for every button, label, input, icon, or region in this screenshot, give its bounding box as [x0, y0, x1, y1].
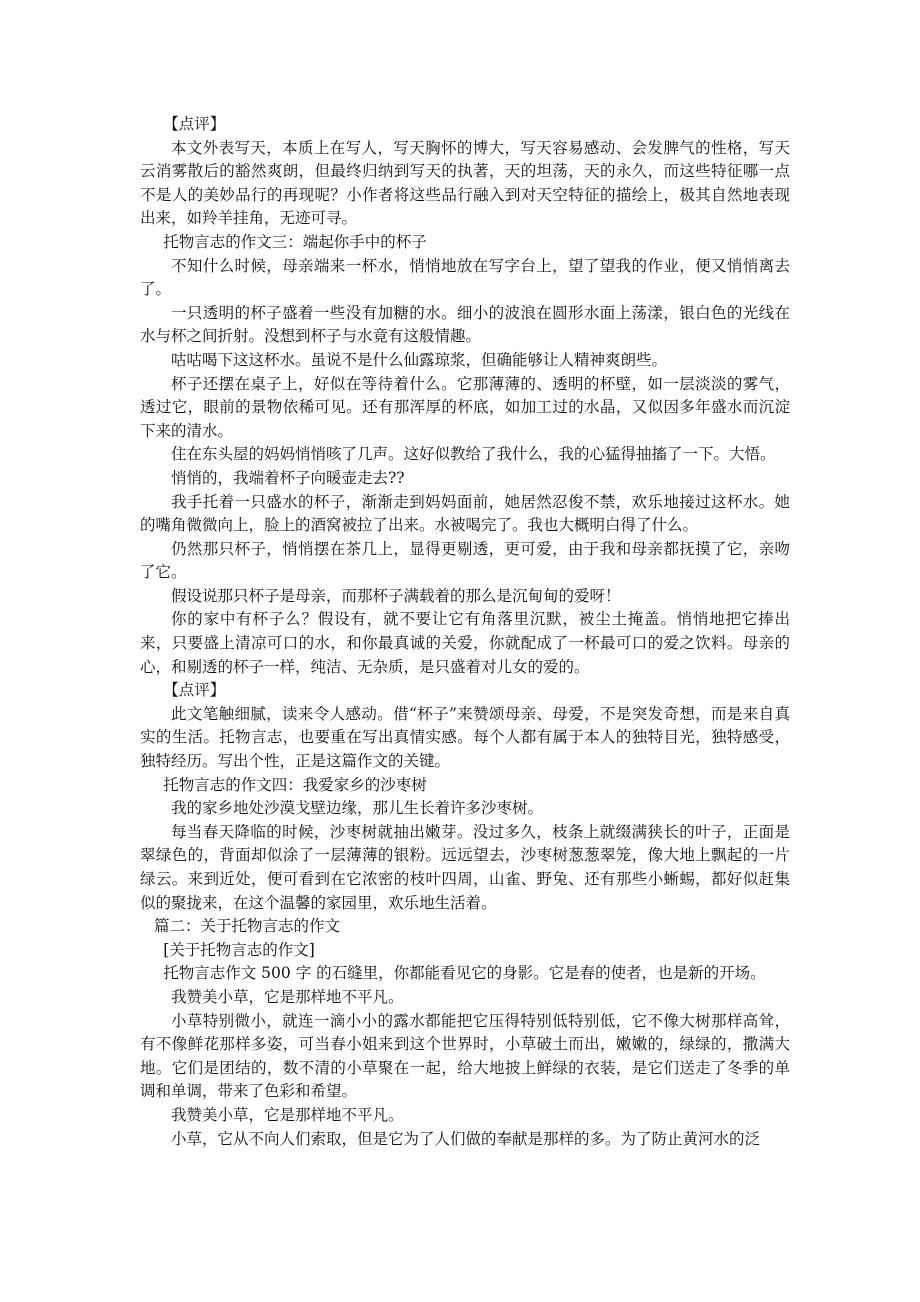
- paragraph: 假设说那只杯子是母亲，而那杯子满载着的那么是沉甸甸的爱呀！: [171, 586, 621, 605]
- paragraph: 悄悄的，我端着杯子向暖壶走去??: [171, 468, 405, 487]
- paragraph: 本文外表写天，本质上在写人，写天胸怀的博大，写天容易感动、会发脾气的性格，写天云消雾散后的豁然爽朗，但最终归纳到写天的执著，天的坦荡，天的永久，而这些特征哪一点不是人的美妙品行的再现呢？小作者将这些品行融入到对天空特征的描绘上，极其自然地表现出来，如羚羊挂角，无迹可寻。: [140, 138, 790, 228]
- paragraph: 你的家中有杯子么？假设有，就不要让它有角落里沉默，被尘土掩盖。悄悄地把它捧出来，只要盛上清凉可口的水，和你最真诚的关爱，你就配成了一杯最可口的爱之饮料。母亲的心，和剔透的杯子一样，纯洁、无杂质，是只盛着对儿女的爱的。: [140, 610, 790, 676]
- paragraph: 我赞美小草，它是那样地不平凡。: [171, 1105, 404, 1124]
- review-label: 【点评】: [163, 681, 226, 700]
- essay-title: 托物言志的作文三：端起你手中的杯子: [163, 232, 427, 251]
- paragraph: 一只透明的杯子盛着一些没有加糖的水。细小的波浪在圆形水面上荡漾，银白色的光线在水与杯之间折射。没想到杯子与水竟有这般情趣。: [140, 303, 790, 346]
- paragraph: 此文笔触细腻，读来令人感动。借“杯子”来赞颂母亲、母爱，不是突发奇想，而是来自真实的生活。托物言志，也要重在写出真情实感。每个人都有属于本人的独特目光，独特感受，独特经历。写出个性，正是这篇作文的关键。: [140, 704, 790, 771]
- paragraph: 住在东头屋的妈妈悄悄咳了几声。这好似教给了我什么，我的心猛得抽搐了一下。大悟。: [171, 445, 776, 464]
- review-label: 【点评】: [163, 115, 226, 133]
- essay-title: 托物言志的作文四：我爱家乡的沙枣树: [163, 775, 427, 794]
- paragraph: 托物言志作文 500 字 的石缝里，你都能看见它的身影。它是春的使者，也是新的开场。: [163, 964, 766, 983]
- section-heading: 篇二：关于托物言志的作文: [153, 917, 340, 936]
- paragraph: 我的家乡地处沙漠戈壁边缘，那儿生长着许多沙枣树。: [171, 799, 544, 818]
- paragraph: 我手托着一只盛水的杯子，渐渐走到妈妈面前，她居然忍俊不禁，欢乐地接过这杯水。她的嘴角微微向上，脸上的酒窝被拉了出来。水被喝完了。我也大概明白得了什么。: [140, 492, 790, 535]
- paragraph: 每当春天降临的时候，沙枣树就抽出嫩芽。没过多久，枝条上就缀满狭长的叶子，正面是翠绿色的，背面却似涂了一层薄薄的银粉。远远望去，沙枣树葱葱翠笼，像大地上飘起的一片绿云。来到近处，便可看到在它浓密的枝叶四周，山雀、野兔、还有那些小蜥蜴，都好似赶集似的聚拢来，在这个温馨的家园里，欢乐地生活着。: [140, 822, 790, 912]
- paragraph: 仍然那只杯子，悄悄摆在茶几上，显得更剔透，更可爱，由于我和母亲都抚摸了它，亲吻了它。: [140, 539, 790, 582]
- document-body: [140, 113, 790, 1151]
- paragraph: 咕咕喝下这这杯水。虽说不是什么仙露琼浆，但确能够让人精神爽朗些。: [171, 350, 668, 369]
- paragraph: 杯子还摆在桌子上，好似在等待着什么。它那薄薄的、透明的杯壁，如一层淡淡的雾气，透过它，眼前的景物依稀可见。还有那浑厚的杯底，如加工过的水晶，又似因多年盛水而沉淀下来的清水。: [140, 374, 790, 440]
- paragraph: 我赞美小草，它是那样地不平凡。: [171, 987, 404, 1006]
- bracket-title: [关于托物言志的作文]: [163, 940, 315, 959]
- paragraph: 不知什么时候，母亲端来一杯水，悄悄地放在写字台上，望了望我的作业，便又悄悄离去了。: [140, 256, 790, 299]
- paragraph: 小草，它从不向人们索取，但是它为了人们做的奉献是那样的多。为了防止黄河水的泛: [171, 1129, 761, 1148]
- paragraph: 小草特别微小，就连一滴小小的露水都能把它压得特别低特别低，它不像大树那样高耸，有不像鲜花那样多姿，可当春小姐来到这个世界时，小草破土而出，嫩嫩的，绿绿的，撒满大地。它们是团结的，数不清的小草聚在一起，给大地披上鲜绿的衣装，是它们送走了冬季的单调和单调，带来了色彩和希望。: [140, 1011, 790, 1101]
